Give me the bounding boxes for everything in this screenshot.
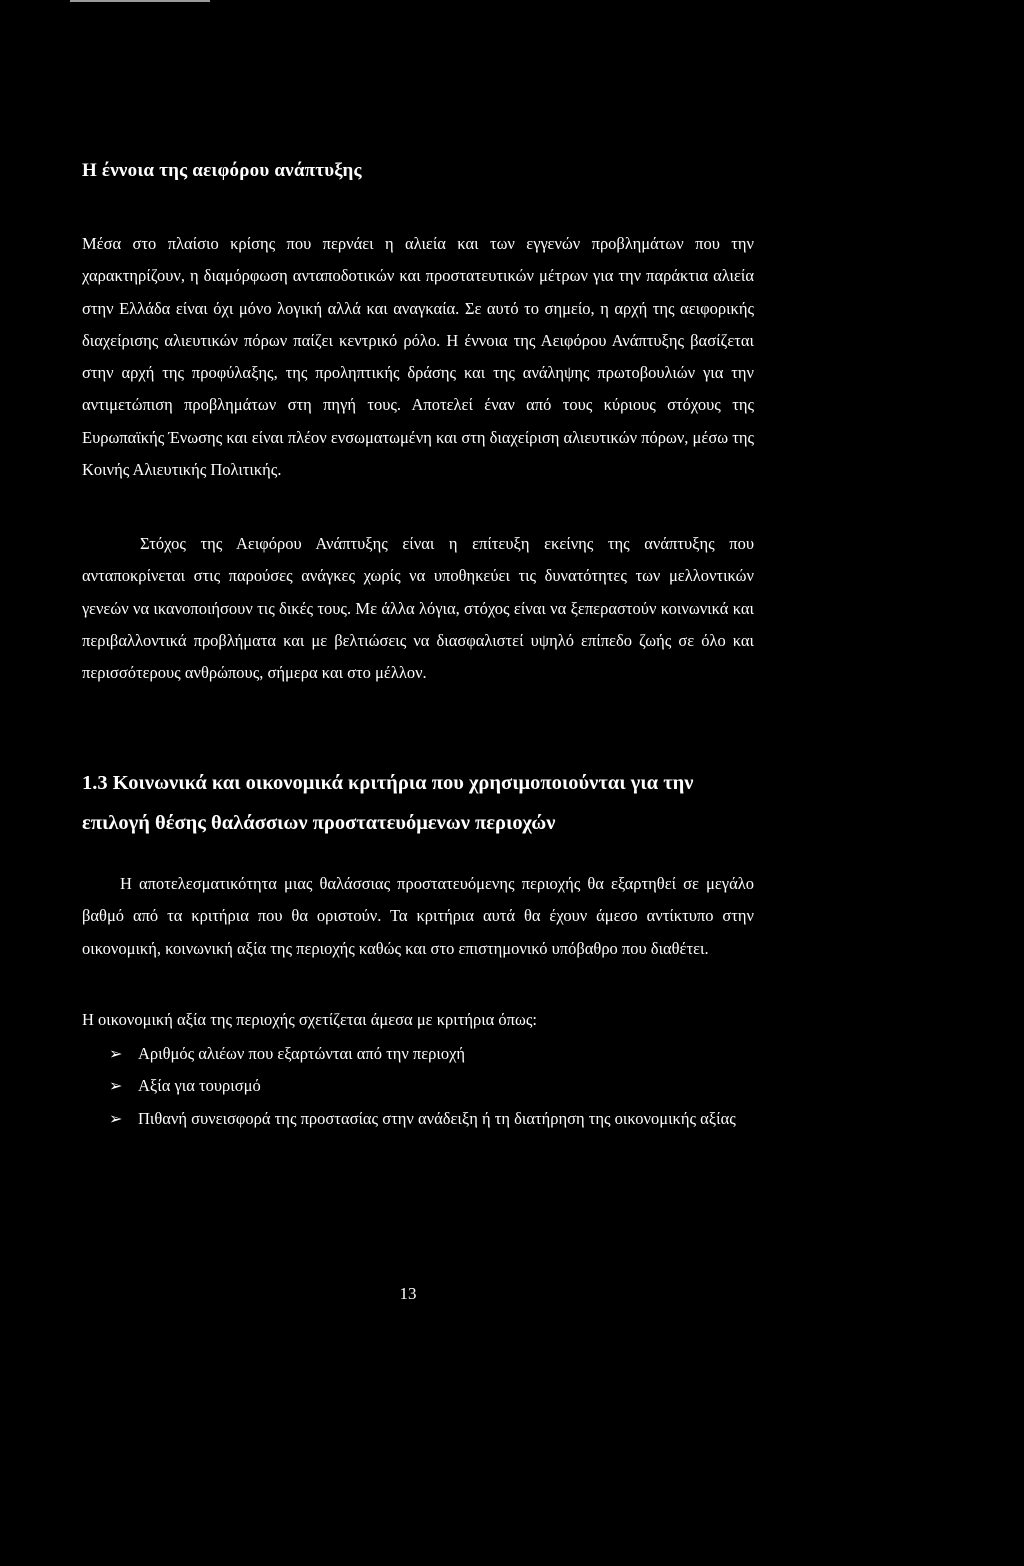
paragraph-criteria-effectiveness: Η αποτελεσματικότητα μιας θαλάσσιας προστατευόμενης περιοχής θα εξαρτηθεί σε μεγάλο βαθμό από τα κριτήρια που θα οριστούν. Τα κριτήρια αυτά θα έχουν άμεσο αντίκτυπο στην οικονομική, κοινωνική αξία της περιοχής καθώς και στο επιστημονικό υπόβαθρο που διαθέτει. <box>82 874 754 958</box>
list-item-text: Πιθανή συνεισφορά της προστασίας στην ανάδειξη ή τη διατήρηση της οικονομικής αξίας <box>138 1108 736 1128</box>
list-item-text: Αξία για τουρισμό <box>138 1076 261 1096</box>
list-item-text: Αριθμός αλιέων που εξαρτώνται από την περιοχή <box>138 1044 466 1063</box>
economic-criteria-list <box>82 1038 754 1135</box>
paragraph-sustainable-development-goal: Στόχος της Αειφόρου Ανάπτυξης είναι η επίτευξη εκείνης της ανάπτυξης που ανταποκρίνεται στις παρούσες ανάγκες χωρίς να υποθηκεύει τις δυνατότητες των μελλοντικών γενεών να ικανοποιήσουν τις δικές τους. Με άλλα λόγια, στόχος είναι να ξεπεραστούν κοινωνικά και περιβαλλοντικά προβλήματα και με βελτιώσεις να διασφαλιστεί υψηλό επίπεδο ζωής σε όλο και περισσότερους ανθρώπους, σήμερα και στο μέλλον. <box>82 534 754 683</box>
arrow-bullet-icon: ➢ <box>109 1044 123 1063</box>
section-title: Η έννοια της αειφόρου ανάπτυξης <box>82 160 362 181</box>
list-item <box>82 1070 754 1102</box>
page-number: 13 <box>399 1284 417 1303</box>
top-rule <box>70 0 210 2</box>
list-item <box>82 1038 754 1070</box>
arrow-bullet-icon: ➢ <box>109 1108 123 1128</box>
paragraph-economic-value-intro: Η οικονομική αξία της περιοχής σχετίζεται άμεσα με κριτήρια όπως: <box>82 1010 537 1029</box>
list-item <box>82 1103 754 1135</box>
arrow-bullet-icon: ➢ <box>109 1076 123 1096</box>
paragraph-sustainable-development-intro: Μέσα στο πλαίσιο κρίσης που περνάει η αλιεία και των εγγενών προβλημάτων που την χαρακτηρίζουν, η διαμόρφωση ανταποδοτικών και προστατευτικών μέτρων για την παράκτια αλιεία στην Ελλάδα είναι όχι μόνο λογική αλλά και αναγκαία. Σε αυτό το σημείο, η αρχή της αειφορικής διαχείρισης αλιευτικών πόρων παίζει κεντρικό ρόλο. Η έννοια της Αειφόρου Ανάπτυξης βασίζεται στην αρχή της προφύλαξης, της προληπτικής δράσης και της ανάληψης πρωτοβουλιών για την αντιμετώπιση προβλημάτων στη πηγή τους. Αποτελεί έναν από τους κύριους στόχους της Ευρωπαϊκής Ένωσης και είναι πλέον ενσωματωμένη και στη διαχείριση αλιευτικών πόρων, μέσω της Κοινής Αλιευτικής Πολιτικής. <box>82 234 754 480</box>
section-heading-1-3: 1.3 Κοινωνικά και οικονομικά κριτήρια που χρησιμοποιούνται για την επιλογή θέσης θαλάσσιων προστατευόμενων περιοχών <box>82 772 694 834</box>
